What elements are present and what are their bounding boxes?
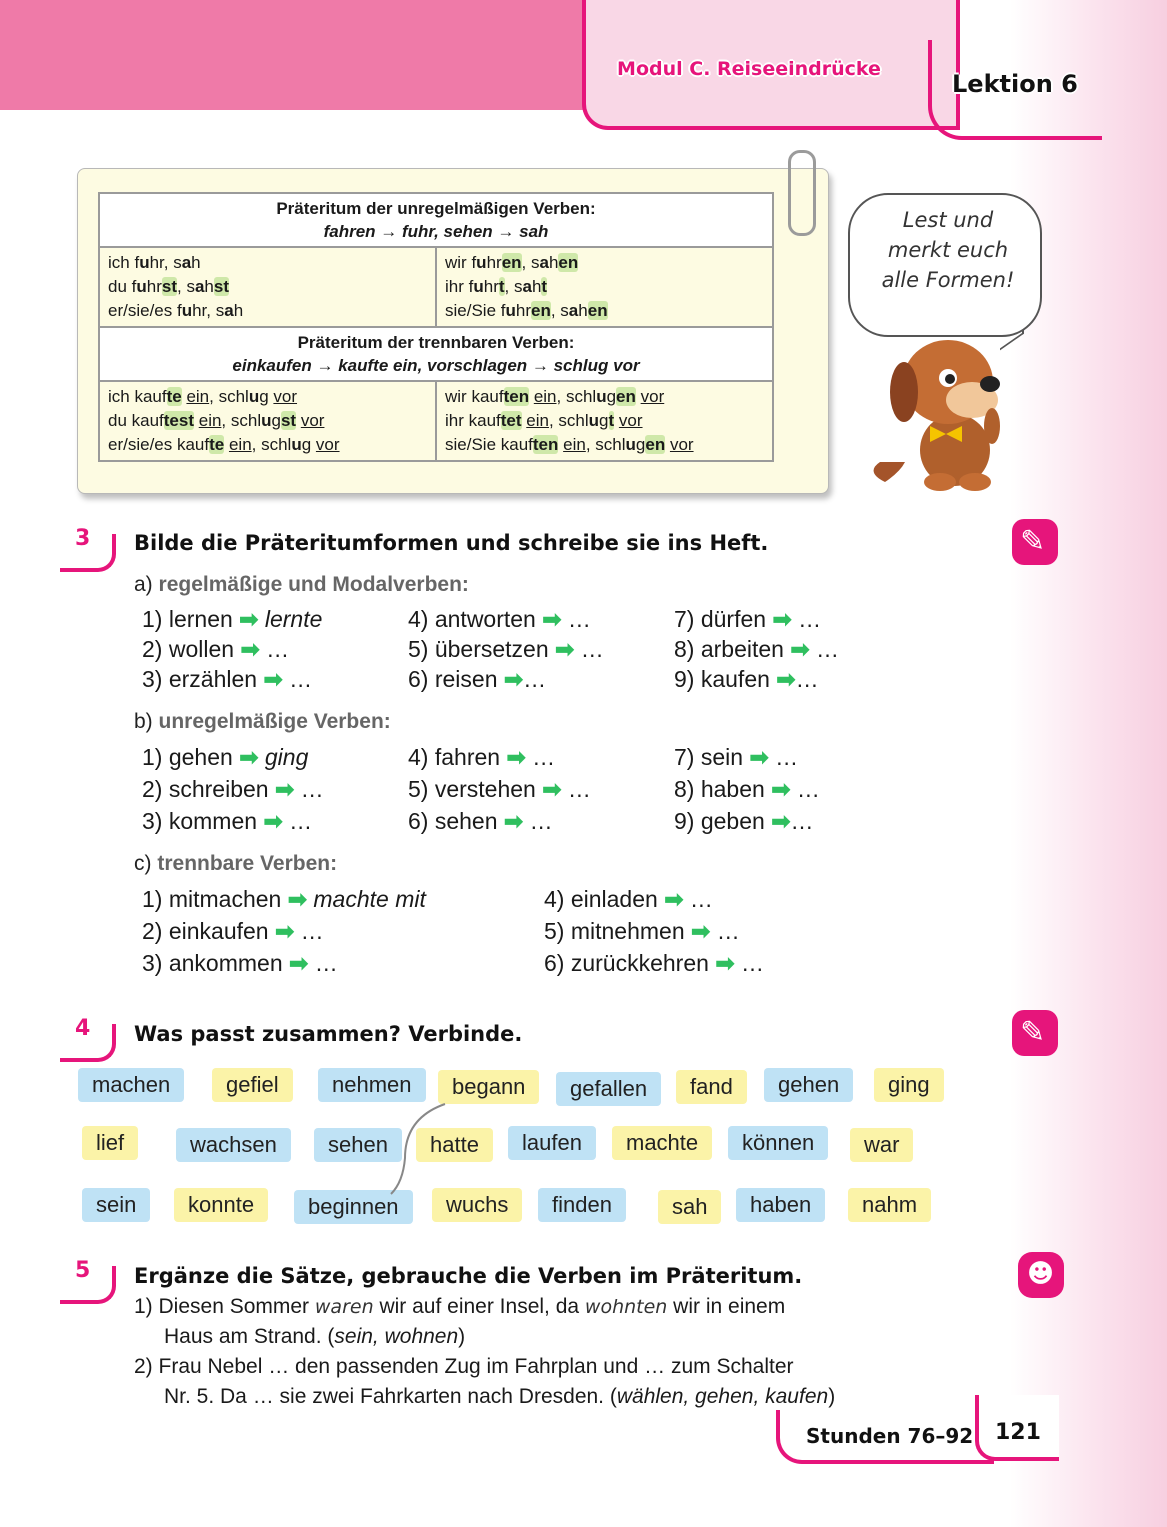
speaking-glyph: ☻	[1027, 1259, 1055, 1289]
exercise-4-title: Was passt zusammen? Verbinde.	[134, 1022, 523, 1046]
sub-title: regelmäßige und Modalverben:	[158, 573, 469, 596]
word-card[interactable]: war	[850, 1128, 913, 1162]
bubble-line: alle Formen!	[881, 268, 1015, 292]
exercise-3-number	[60, 524, 120, 574]
ex3a-item-7: 7) dürfen ➡ …	[674, 606, 822, 632]
word-card[interactable]: begann	[438, 1070, 539, 1104]
grammar-head-example: fahren → fuhr, sehen → sah	[323, 222, 549, 241]
ex3a-item-1: 1) lernen ➡ lernte	[142, 606, 323, 632]
ex3a-item-4: 4) antworten ➡ …	[408, 606, 591, 632]
word-card[interactable]: beginnen	[294, 1190, 413, 1224]
bubble-text	[858, 205, 1038, 295]
grammar-table	[98, 192, 774, 462]
word-card[interactable]: wuchs	[432, 1188, 522, 1222]
modul-title: Modul C. Reiseeindrücke	[617, 58, 881, 80]
word-card[interactable]: machen	[78, 1068, 184, 1102]
exercise-3c-heading	[134, 852, 337, 876]
ex3c-item-5: 5) mitnehmen ➡ …	[544, 918, 740, 944]
ex3b-item-1: 1) gehen ➡ ging	[142, 744, 309, 770]
word-card[interactable]: machte	[612, 1126, 712, 1160]
word-card[interactable]: sein	[82, 1188, 150, 1222]
ex3b-item-2: 2) schreiben ➡ …	[142, 776, 324, 802]
grammar-cell-plural-2: wir kauften ein, schlugen vor ihr kauftet ein, schlugt vor sie/Sie kauften ein, schlugen vor	[436, 381, 773, 461]
pencil-icon	[1012, 519, 1058, 565]
grammar-head-separable	[99, 327, 773, 381]
pencil-glyph: ✎	[1020, 524, 1046, 559]
grammar-head-title: Präteritum der unregelmäßigen Verben:	[276, 199, 596, 218]
ex5-line-4: Nr. 5. Da … sie zwei Fahrkarten nach Dresden. (wählen, gehen, kaufen)	[164, 1385, 836, 1408]
grammar-cell-plural: wir fuhren, sahen ihr fuhrt, saht sie/Sie fuhren, sahen	[436, 247, 773, 327]
ex3a-item-8: 8) arbeiten ➡ …	[674, 636, 840, 662]
word-card[interactable]: nahm	[848, 1188, 931, 1222]
word-card[interactable]: gefallen	[556, 1072, 661, 1106]
sub-label: a)	[134, 573, 153, 596]
word-card[interactable]: finden	[538, 1188, 626, 1222]
sub-label: c)	[134, 852, 152, 875]
word-card[interactable]: nehmen	[318, 1068, 426, 1102]
sub-title: trennbare Verben:	[157, 852, 338, 875]
header-band	[0, 0, 590, 110]
ex3a-item-6: 6) reisen ➡…	[408, 666, 547, 692]
ex3b-item-8: 8) haben ➡ …	[674, 776, 820, 802]
exercise-3a-heading	[134, 573, 469, 597]
stunden-label: Stunden 76–92	[806, 1424, 974, 1448]
sub-title: unregelmäßige Verben:	[158, 710, 391, 733]
word-card[interactable]: lief	[82, 1126, 138, 1160]
exercise-number: 3	[75, 526, 91, 551]
ex3c-item-2: 2) einkaufen ➡ …	[142, 918, 324, 944]
ex3a-item-2: 2) wollen ➡ …	[142, 636, 290, 662]
paperclip-icon	[788, 150, 816, 236]
word-card[interactable]: konnte	[174, 1188, 268, 1222]
word-card[interactable]: laufen	[508, 1126, 596, 1160]
exercise-5-number	[60, 1256, 120, 1306]
ex5-line-3: 2) Frau Nebel … den passenden Zug im Fahrplan und … zum Schalter	[134, 1355, 794, 1378]
word-card[interactable]: können	[728, 1126, 828, 1160]
bubble-line: merkt euch	[887, 238, 1009, 262]
grammar-cell-singular: ich fuhr, sah du fuhrst, sahst er/sie/es fuhr, sah	[99, 247, 436, 327]
ex3b-item-3: 3) kommen ➡ …	[142, 808, 313, 834]
dog-illustration	[860, 322, 1030, 492]
exercise-4-number	[60, 1014, 120, 1064]
ex3c-item-4: 4) einladen ➡ …	[544, 886, 713, 912]
ex3a-item-3: 3) erzählen ➡ …	[142, 666, 313, 692]
exercise-5-title: Ergänze die Sätze, gebrauche die Verben im Präteritum.	[134, 1264, 803, 1288]
ex3b-item-4: 4) fahren ➡ …	[408, 744, 556, 770]
ex3b-item-5: 5) verstehen ➡ …	[408, 776, 591, 802]
word-card[interactable]: gefiel	[212, 1068, 293, 1102]
ex3b-item-9: 9) geben ➡…	[674, 808, 814, 834]
page-number: 121	[995, 1420, 1041, 1445]
ex3b-item-6: 6) sehen ➡ …	[408, 808, 553, 834]
ex5-line-2: Haus am Strand. (sein, wohnen)	[164, 1325, 466, 1348]
speaking-icon	[1018, 1252, 1064, 1298]
ex3a-item-9: 9) kaufen ➡…	[674, 666, 819, 692]
grammar-head-title-2: Präteritum der trennbaren Verben:	[297, 333, 575, 352]
lektion-title: Lektion 6	[952, 70, 1078, 98]
word-card[interactable]: gehen	[764, 1068, 853, 1102]
word-card[interactable]: wachsen	[176, 1128, 291, 1162]
grammar-cell-singular-2: ich kaufte ein, schlug vor du kauftest ein, schlugst vor er/sie/es kaufte ein, schlug vor	[99, 381, 436, 461]
exercise-number: 5	[75, 1258, 91, 1283]
ex3c-item-3: 3) ankommen ➡ …	[142, 950, 338, 976]
pencil-glyph: ✎	[1020, 1015, 1046, 1050]
exercise-3-title: Bilde die Präteritumformen und schreibe sie ins Heft.	[134, 531, 769, 555]
word-card[interactable]: fand	[676, 1070, 747, 1104]
ex3b-item-7: 7) sein ➡ …	[674, 744, 799, 770]
ex3c-item-1: 1) mitmachen ➡ machte mit	[142, 886, 426, 912]
word-card[interactable]: sehen	[314, 1128, 402, 1162]
sub-label: b)	[134, 710, 153, 733]
word-card[interactable]: haben	[736, 1188, 825, 1222]
ex5-line-1: 1) Diesen Sommer waren wir auf einer Insel, da wohnten wir in einem	[134, 1295, 786, 1318]
word-card[interactable]: hatte	[416, 1128, 493, 1162]
grammar-head-irregular	[99, 193, 773, 247]
ex3a-item-5: 5) übersetzen ➡ …	[408, 636, 604, 662]
connecting-line	[385, 1098, 455, 1198]
word-card[interactable]: sah	[658, 1190, 721, 1224]
exercise-number: 4	[75, 1016, 91, 1041]
word-card[interactable]: ging	[874, 1068, 944, 1102]
exercise-3b-heading	[134, 710, 391, 734]
bubble-line: Lest und	[902, 208, 994, 232]
pencil-icon	[1012, 1010, 1058, 1056]
grammar-head-example-2: einkaufen → kaufte ein, vorschlagen → schlug vor	[232, 356, 640, 375]
ex3c-item-6: 6) zurückkehren ➡ …	[544, 950, 764, 976]
